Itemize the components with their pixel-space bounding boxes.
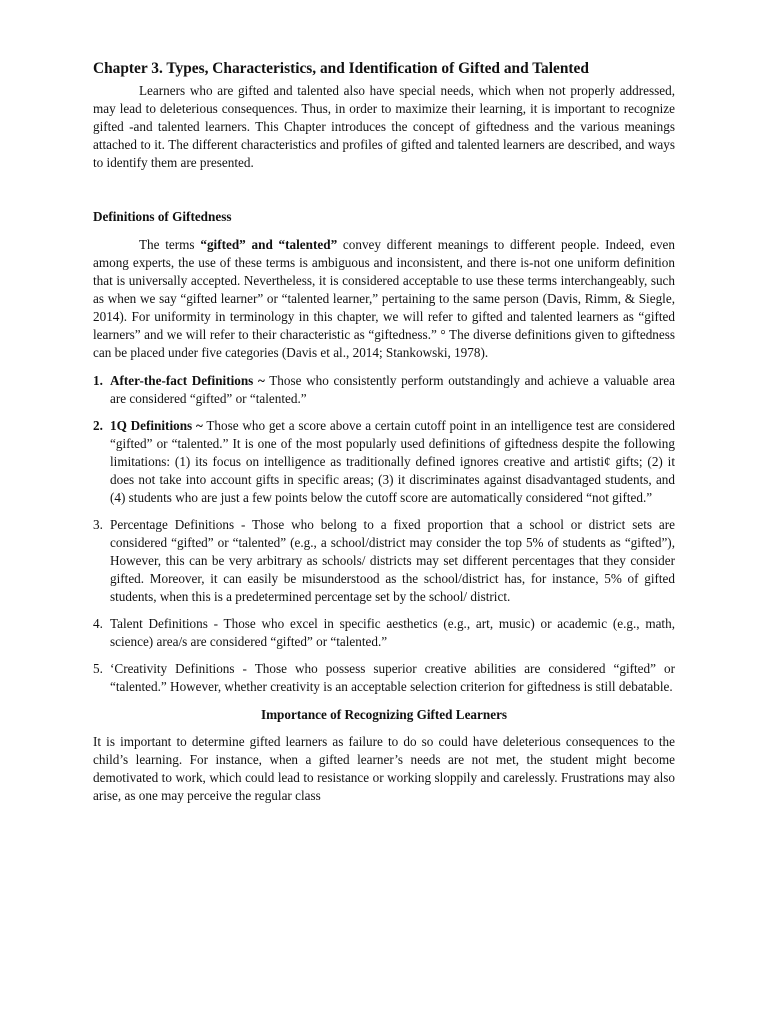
- definitions-paragraph: [93, 236, 675, 362]
- list-item-number: 2.: [93, 418, 103, 433]
- list-item-number: 5.: [93, 661, 103, 676]
- section-heading-importance: Importance of Recognizing Gifted Learners: [260, 707, 508, 722]
- document-page: [93, 58, 675, 805]
- list-item-text: Those who consistently perform outstandingly and achieve a valuable area are considered “gifted” or “talented.”: [110, 373, 675, 406]
- list-item-text: ‘Creativity Definitions - Those who possess superior creative abilities are considered “gifted” or “talented.” However, whether creativity is an acceptable selection criterion for giftedness is still debatable.: [110, 661, 675, 694]
- section-heading-definitions: Definitions of Giftedness: [93, 209, 232, 224]
- spacer: [93, 172, 675, 208]
- importance-paragraph: It is important to determine gifted learners as failure to do so could have deleterious consequences to the child’s learning. For instance, when a gifted learner’s needs are not met, the student might become demotivated to work, which could lead to resistance or working sloppily and carelessly. Frustrations may also arise, as one may perceive the regular class: [93, 734, 675, 803]
- definitions-list: [93, 372, 675, 696]
- list-item-text: Those who get a score above a certain cutoff point in an intelligence test are considered “gifted” or “talented.” It is one of the most popularly used definitions of giftedness despite the following limitations: (1) its focus on intelligence as traditionally defined ignores creative and artisti¢ gifts; (2) it does not take into account gifts in specific areas; (3) it discriminates against disadvantaged students, and (4) students who are just a few points below the cutoff score are automatically considered “not gifted.”: [110, 418, 675, 505]
- list-item-number: 3.: [93, 517, 103, 532]
- spacer: [93, 724, 675, 733]
- spacer: [93, 226, 675, 236]
- list-item-number: 4.: [93, 616, 103, 631]
- chapter-title: Chapter 3. Types, Characteristics, and Identification of Gifted and Talented: [93, 60, 589, 77]
- list-item: [93, 372, 675, 408]
- list-item: [93, 417, 675, 507]
- list-item: [93, 660, 675, 696]
- list-item: [93, 615, 675, 651]
- list-item-number: 1.: [93, 373, 103, 388]
- definitions-paragraph-terms: “gifted” and “talented”: [200, 237, 338, 252]
- definitions-paragraph-rest: convey different meanings to different people. Indeed, even among experts, the use of these terms is ambiguous and inconsistent, and there is-not one uniform definition that is universally accepted. Nevertheless, it is considered acceptable to use these terms interchangeably, such as when we say “gifted learner” or “talented learner,” pertaining to the same person (Davis, Rimm, & Siegle, 2014). For uniformity in terminology in this chapter, we will refer to gifted and talented learners as “gifted learners” and we will refer to their characteristic as “giftedness.” ° The diverse definitions given to giftedness can be placed under five categories (Davis et al., 2014; Stankowski, 1978).: [93, 237, 675, 360]
- list-item-text: Percentage Definitions - Those who belong to a fixed proportion that a school or district sets are considered “gifted” or “talented” (e.g., a school/district may consider the top 5% of students as “gifted”), However, this can be very arbitrary as schools/ districts may set different percentages that they consider gifted. Moreover, it can easily be misunderstood as the school/district has, for instance, 5% of gifted students, when this is a predetermined percentage set by the school/ district.: [110, 517, 675, 604]
- list-item-term: After-the-fact Definitions ~: [110, 373, 265, 388]
- intro-paragraph: Learners who are gifted and talented also have special needs, which when not properly addressed, may lead to deleterious consequences. Thus, in order to maximize their learning, it is important to recognize gifted -and talented learners. This Chapter introduces the concept of giftedness and the various meanings attached to it. The different characteristics and profiles of gifted and talented learners are described, and ways to identify them are presented.: [93, 83, 675, 170]
- definitions-paragraph-start: The terms: [139, 237, 201, 252]
- spacer: [93, 696, 675, 706]
- list-item: [93, 516, 675, 606]
- list-item-text: Talent Definitions - Those who excel in specific aesthetics (e.g., art, music) or academic (e.g., math, science) area/s are considered “gifted” or “talented.”: [110, 616, 675, 649]
- list-item-term: 1Q Definitions ~: [110, 418, 203, 433]
